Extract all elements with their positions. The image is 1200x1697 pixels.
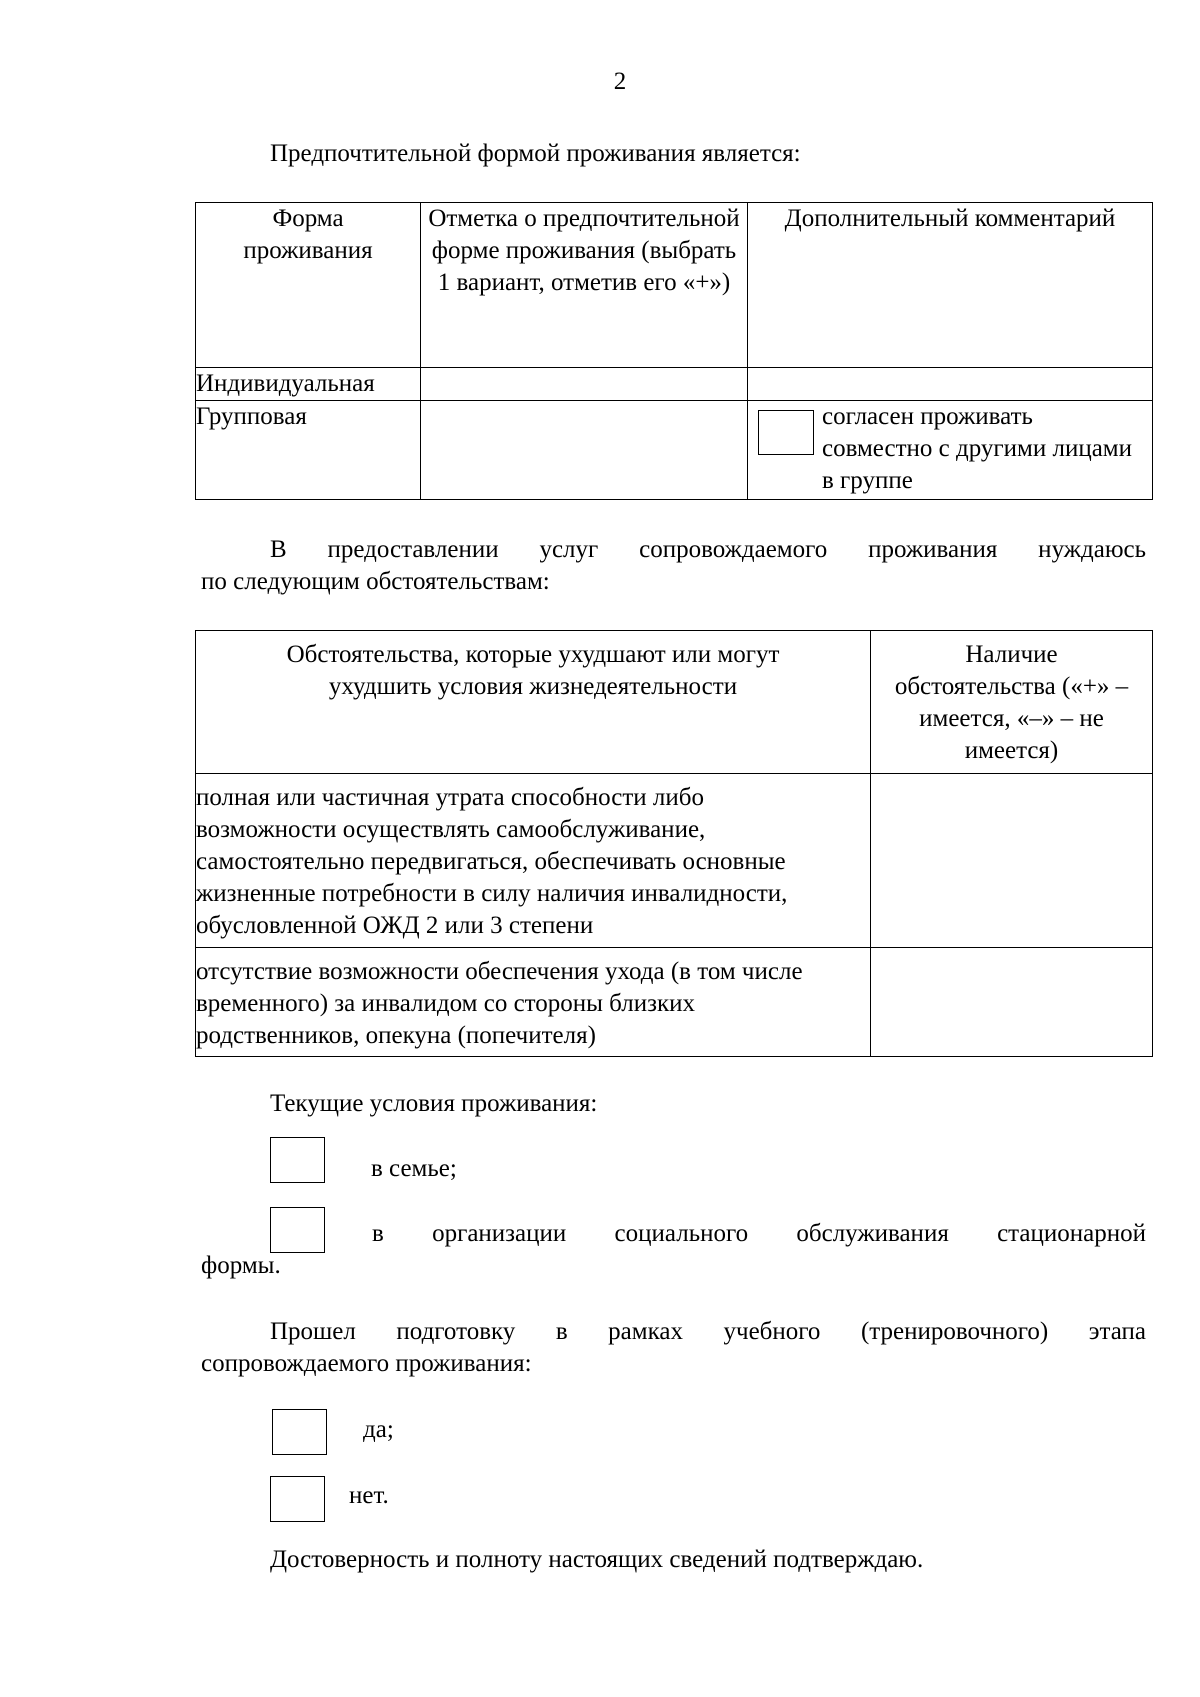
group-agree-checkbox[interactable]: [758, 410, 814, 455]
row-comment-group: [748, 401, 1153, 500]
in-family-label: в семье;: [371, 1155, 457, 1182]
section1-intro: Предпочтительной формой проживания является:: [270, 140, 801, 167]
training-no-checkbox[interactable]: [270, 1476, 325, 1522]
in-family-checkbox[interactable]: [270, 1137, 325, 1183]
training-yes-label: да;: [363, 1416, 394, 1443]
header-form: Форма проживания: [196, 203, 421, 368]
table-row: [196, 774, 1153, 948]
in-organization-checkbox[interactable]: [270, 1207, 325, 1253]
row-mark-individual[interactable]: [421, 368, 748, 401]
training-yes-checkbox[interactable]: [272, 1409, 327, 1455]
circumstance-text: отсутствие возможности обеспечения ухода (в том числе временного) за инвалидом со стороны близких родственников, опекуна (попечителя): [196, 948, 871, 1057]
confirmation-text: Достоверность и полноту настоящих сведений подтверждаю.: [270, 1546, 924, 1573]
row-form-individual: Индивидуальная: [196, 368, 421, 401]
circumstance-mark[interactable]: [871, 948, 1153, 1057]
circumstance-mark[interactable]: [871, 774, 1153, 948]
section2-intro-line1: В предоставлении услуг сопровождаемого проживания нуждаюсь: [270, 536, 1146, 563]
section3-title: Текущие условия проживания:: [270, 1090, 598, 1117]
header-circumstance: Обстоятельства, которые ухудшают или могут ухудшить условия жизнедеятельности: [196, 631, 871, 774]
living-form-table: [195, 202, 1153, 500]
table-row: [196, 401, 1153, 500]
table-row: [196, 948, 1153, 1057]
section2-intro-line2: по следующим обстоятельствам:: [201, 568, 550, 595]
circumstance-text: полная или частичная утрата способности либо возможности осуществлять самообслуживание, самостоятельно передвигаться, обеспечивать основные жизненные потребности в силу наличия инвалидности, обусловленной ОЖД 2 или 3 степени: [196, 774, 871, 948]
header-comment: Дополнительный комментарий: [748, 203, 1153, 368]
row-comment-individual: [748, 368, 1153, 401]
training-no-label: нет.: [349, 1482, 389, 1509]
circumstances-table: [195, 630, 1153, 1057]
group-agree-label: согласен проживать совместно с другими лицами в группе: [822, 403, 1133, 494]
header-mark: Отметка о предпочтительной форме проживания (выбрать 1 вариант, отметив его «+»): [421, 203, 748, 368]
in-organization-label-line2: формы.: [201, 1252, 281, 1279]
header-presence: Наличие обстоятельства («+» – имеется, «–» – не имеется): [871, 631, 1153, 774]
table-row: [196, 368, 1153, 401]
section4-title-line2: сопровождаемого проживания:: [201, 1350, 532, 1377]
section4-title-line1: Прошел подготовку в рамках учебного (тренировочного) этапа: [270, 1318, 1146, 1345]
table-header-row: [196, 631, 1153, 774]
row-mark-group[interactable]: [421, 401, 748, 500]
in-organization-label-line1: в организации социального обслуживания стационарной: [372, 1220, 1146, 1247]
row-form-group: Групповая: [196, 401, 421, 500]
page-number: 2: [613, 68, 627, 95]
table-header-row: [196, 203, 1153, 368]
